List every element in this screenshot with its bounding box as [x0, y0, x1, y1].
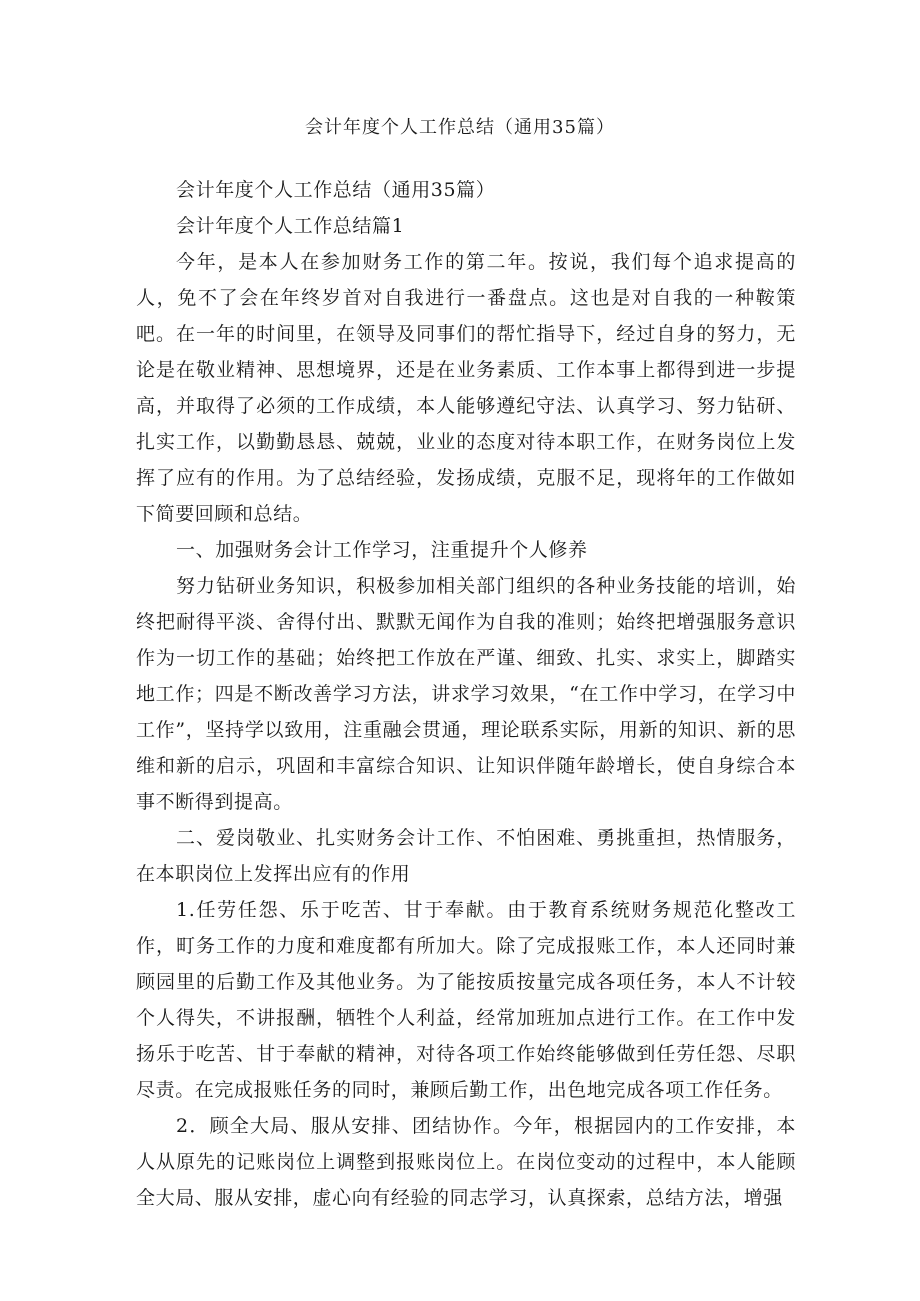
paragraph-study: 努力钻研业务知识，积极参加相关部门组织的各种业务技能的培训，始终把耐得平淡、舍得付出、默默无闻作为自我的准则；始终把增强服务意识作为一切工作的基础；始终把工作放在严谨、细致、扎实、求实上，脚踏实地工作；四是不断改善学习方法，讲求学习效果，“在工作中学习，在学习中工作”，坚持学以致用，注重融会贯通，理论联系实际，用新的知识、新的思维和新的启示，巩固和丰富综合知识、让知识伴随年龄增长，使自身综合本事不断得到提高。: [136, 575, 796, 813]
paragraph-intro: 今年，是本人在参加财务工作的第二年。按说，我们每个追求提高的人，免不了会在年终岁首对自我进行一番盘点。这也是对自我的一种鞍策吧。在一年的时间里，在领导及同事们的帮忙指导下，经过自身的努力，无论是在敬业精神、思想境界，还是在业务素质、工作本事上都得到进一步提高，并取得了必须的工作成绩，本人能够遵纪守法、认真学习、努力钻研、扎实工作，以勤勤恳恳、兢兢，业业的态度对待本职工作，在财务岗位上发挥了应有的作用。为了总结经验，发扬成绩，克服不足，现将年的工作做如下简要回顾和总结。: [136, 251, 796, 525]
paragraph-item-2: 2．顾全大局、服从安排、团结协作。今年，根据园内的工作安排，本人从原先的记账岗位上调整到报账岗位上。在岗位变动的过程中，本人能顾全大局、服从安排，虚心向有经验的同志学习，认真探索，总结方法，增强: [136, 1115, 796, 1209]
doc-subtitle: 会计年度个人工作总结（通用35篇）: [176, 179, 496, 201]
document-title: 会计年度个人工作总结（通用35篇）: [305, 117, 615, 138]
heading-part-two: 二、爱岗敬业、扎实财务会计工作、不怕困难、勇挑重担，热情服务，在本职岗位上发挥出应有的作用: [136, 827, 796, 885]
section-heading: 会计年度个人工作总结篇1: [176, 215, 405, 237]
heading-part-one: 一、加强财务会计工作学习，注重提升个人修养: [176, 539, 588, 561]
paragraph-item-1: 1.任劳任怨、乐于吃苦、甘于奉献。由于教育系统财务规范化整改工作，町务工作的力度和难度都有所加大。除了完成报账工作，本人还同时兼顾园里的后勤工作及其他业务。为了能按质按量完成各项任务，本人不计较个人得失，不讲报酬，牺牲个人利益，经常加班加点进行工作。在工作中发扬乐于吃苦、甘于奉献的精神，对待各项工作始终能够做到任劳任怨、尽职尽责。在完成报账任务的同时，兼顾后勤工作，出色地完成各项工作任务。: [136, 899, 796, 1101]
document-body: [136, 172, 796, 1216]
